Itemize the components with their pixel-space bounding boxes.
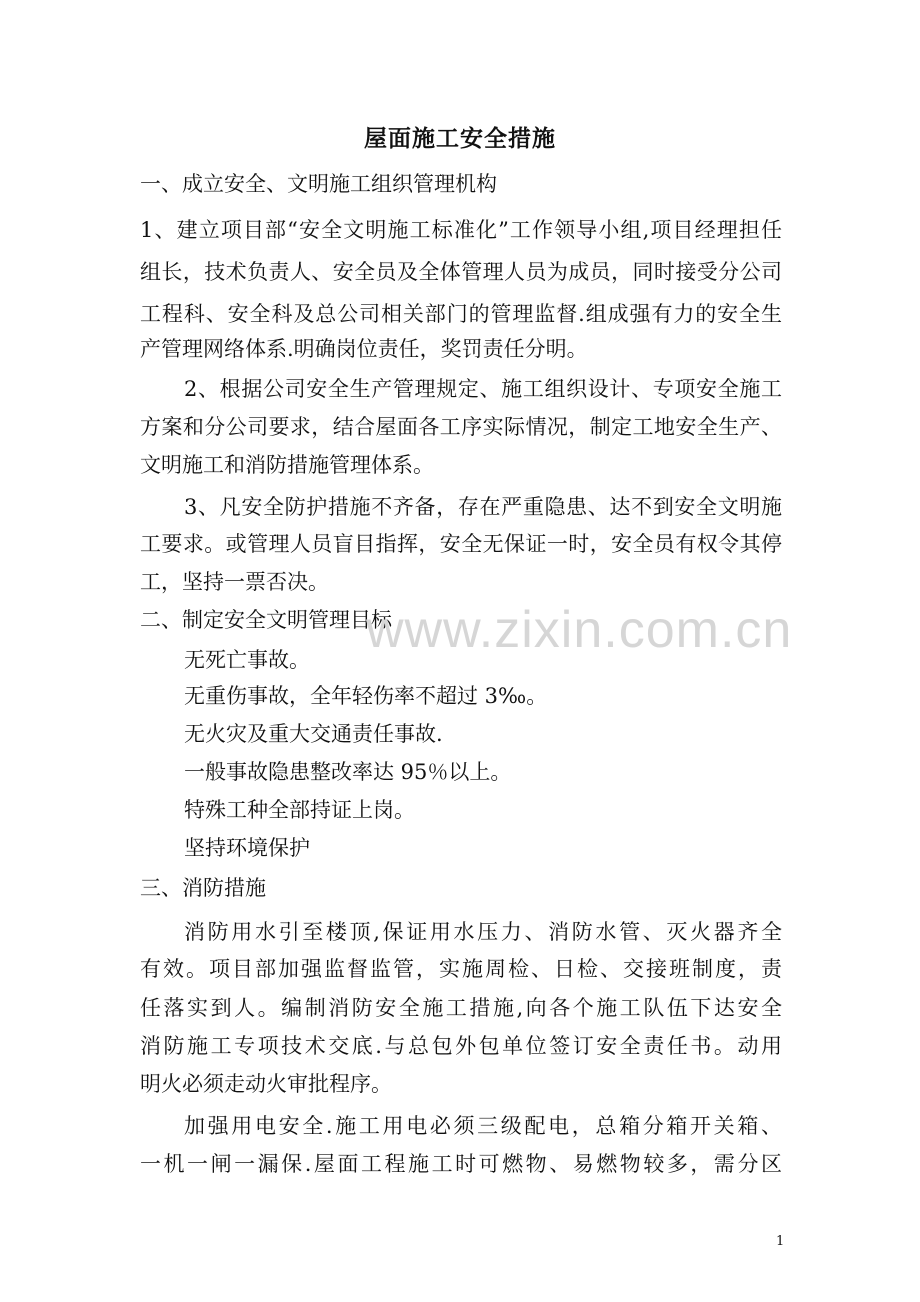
paragraph-line: 组长，技术负责人、安全员及全体管理人员为成员，同时接受分公司 [140, 260, 782, 284]
paragraph-line: 任落实到人。编制消防安全施工措施,向各个施工队伍下达安全 [140, 996, 782, 1020]
page-number: 1 [776, 1234, 785, 1249]
section-heading-2: 二、制定安全文明管理目标 [140, 608, 392, 632]
paragraph-line: 工程科、安全科及总公司相关部门的管理监督.组成强有力的安全生 [140, 302, 782, 326]
goal-item: 特殊工种全部持证上岗。 [184, 798, 415, 822]
paragraph-line: 3、凡安全防护措施不齐备，存在严重隐患、达不到安全文明施 [184, 495, 782, 519]
goal-item: 坚持环境保护 [184, 836, 310, 860]
section-heading-1: 一、成立安全、文明施工组织管理机构 [140, 172, 497, 196]
paragraph-line: 2、根据公司安全生产管理规定、施工组织设计、专项安全施工 [184, 377, 782, 401]
paragraph-line: 一机一闸一漏保.屋面工程施工时可燃物、易燃物较多，需分区 [140, 1152, 782, 1176]
paragraph-line: 明火必须走动火审批程序。 [140, 1072, 392, 1096]
paragraph-line: 工，坚持一票否决。 [140, 570, 329, 594]
paragraph-line: 方案和分公司要求，结合屋面各工序实际情况，制定工地安全生产、 [140, 415, 782, 439]
goal-item: 无火灾及重大交通责任事故. [184, 722, 443, 746]
goal-item: 一般事故隐患整改率达 95％以上。 [184, 760, 512, 784]
paragraph-line: 消防用水引至楼顶,保证用水压力、消防水管、灭火器齐全 [184, 920, 782, 944]
document-title: 屋面施工安全措施 [364, 125, 556, 152]
goal-item: 无重伤事故，全年轻伤率不超过 3‰。 [184, 684, 548, 708]
watermark: www.zixin.com.cn [366, 601, 793, 659]
paragraph-line: 文明施工和消防措施管理体系。 [140, 453, 434, 477]
goal-item: 无死亡事故。 [184, 648, 310, 672]
paragraph-line: 消防施工专项技术交底.与总包外包单位签订安全责任书。动用 [140, 1034, 782, 1058]
paragraph-line: 1、建立项目部“安全文明施工标准化”工作领导小组,项目经理担任 [140, 218, 782, 242]
paragraph-line: 有效。项目部加强监督监管，实施周检、日检、交接班制度，责 [140, 957, 782, 981]
section-heading-3: 三、消防措施 [140, 876, 266, 900]
paragraph-line: 产管理网络体系.明确岗位责任，奖罚责任分明。 [140, 337, 588, 361]
paragraph-line: 工要求。或管理人员盲目指挥，安全无保证一时，安全员有权令其停 [140, 532, 782, 556]
paragraph-line: 加强用电安全.施工用电必须三级配电，总箱分箱开关箱、 [184, 1114, 782, 1138]
